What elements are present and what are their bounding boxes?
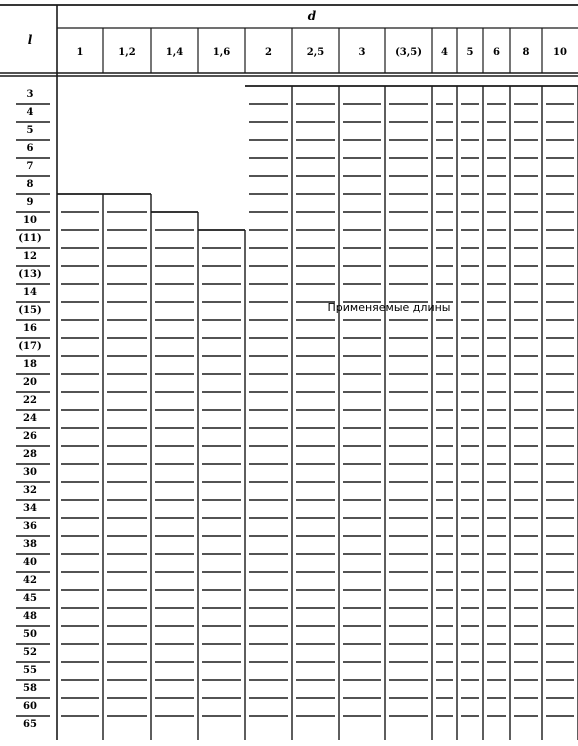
column-header-d: 10 — [553, 47, 567, 58]
row-label-l: (17) — [18, 341, 42, 353]
row-label-l: 45 — [23, 593, 37, 605]
applicable-lengths-note: Применяемые длины — [327, 301, 451, 314]
row-label-l: (11) — [18, 233, 42, 245]
column-header-d: 4 — [441, 47, 448, 58]
row-label-l: 32 — [23, 485, 37, 497]
row-label-l: 42 — [23, 575, 37, 587]
row-header-l: l — [27, 33, 33, 47]
column-header-d: 6 — [493, 47, 500, 58]
row-label-l: 22 — [23, 395, 37, 407]
column-header-d: 8 — [522, 47, 530, 58]
column-header-d: 1,2 — [118, 47, 136, 58]
row-label-l: 65 — [23, 719, 37, 731]
row-label-l: 20 — [23, 377, 37, 389]
row-label-l: 9 — [26, 197, 34, 209]
row-label-l: 60 — [23, 701, 37, 713]
row-label-l: 8 — [26, 179, 34, 191]
row-label-l: 36 — [23, 521, 37, 533]
row-label-l: 55 — [23, 665, 37, 677]
row-label-l: 12 — [23, 251, 37, 263]
row-label-l: 7 — [26, 161, 34, 173]
row-label-l: 4 — [26, 107, 34, 119]
row-label-l: 28 — [23, 449, 37, 461]
row-label-l: 5 — [26, 125, 34, 137]
row-label-l: 50 — [23, 629, 37, 641]
row-label-l: 26 — [23, 431, 37, 443]
row-label-l: 52 — [23, 647, 37, 659]
table-frame — [0, 5, 578, 740]
row-label-l: 6 — [26, 143, 34, 155]
row-label-l: 40 — [23, 557, 37, 569]
row-label-l: 3 — [26, 89, 34, 101]
row-label-l: 48 — [23, 611, 37, 623]
column-group-header-d: d — [307, 9, 317, 23]
row-label-l: 14 — [23, 287, 37, 299]
stair-boundary — [57, 86, 578, 740]
row-label-l: (15) — [18, 305, 42, 317]
column-header-d: 2 — [265, 47, 272, 58]
row-label-l: 30 — [23, 467, 37, 479]
column-header-d: 1,4 — [165, 47, 184, 58]
row-label-l: 38 — [23, 539, 37, 551]
column-header-d: (3,5) — [395, 47, 422, 58]
row-label-l: 10 — [23, 215, 37, 227]
row-label-l: 24 — [23, 413, 37, 425]
row-label-l: 34 — [23, 503, 37, 515]
column-header-d: 1 — [76, 47, 84, 58]
column-header-d: 3 — [358, 47, 366, 58]
column-header-d: 2,5 — [306, 47, 325, 58]
column-header-d: 5 — [466, 47, 474, 58]
column-headers — [77, 47, 567, 58]
column-header-d: 1,6 — [212, 47, 231, 58]
row-label-l: 16 — [23, 323, 37, 335]
row-label-l: (13) — [18, 269, 42, 281]
row-label-l: 58 — [23, 683, 37, 695]
row-label-l: 18 — [23, 359, 37, 371]
row-separators — [16, 104, 574, 716]
